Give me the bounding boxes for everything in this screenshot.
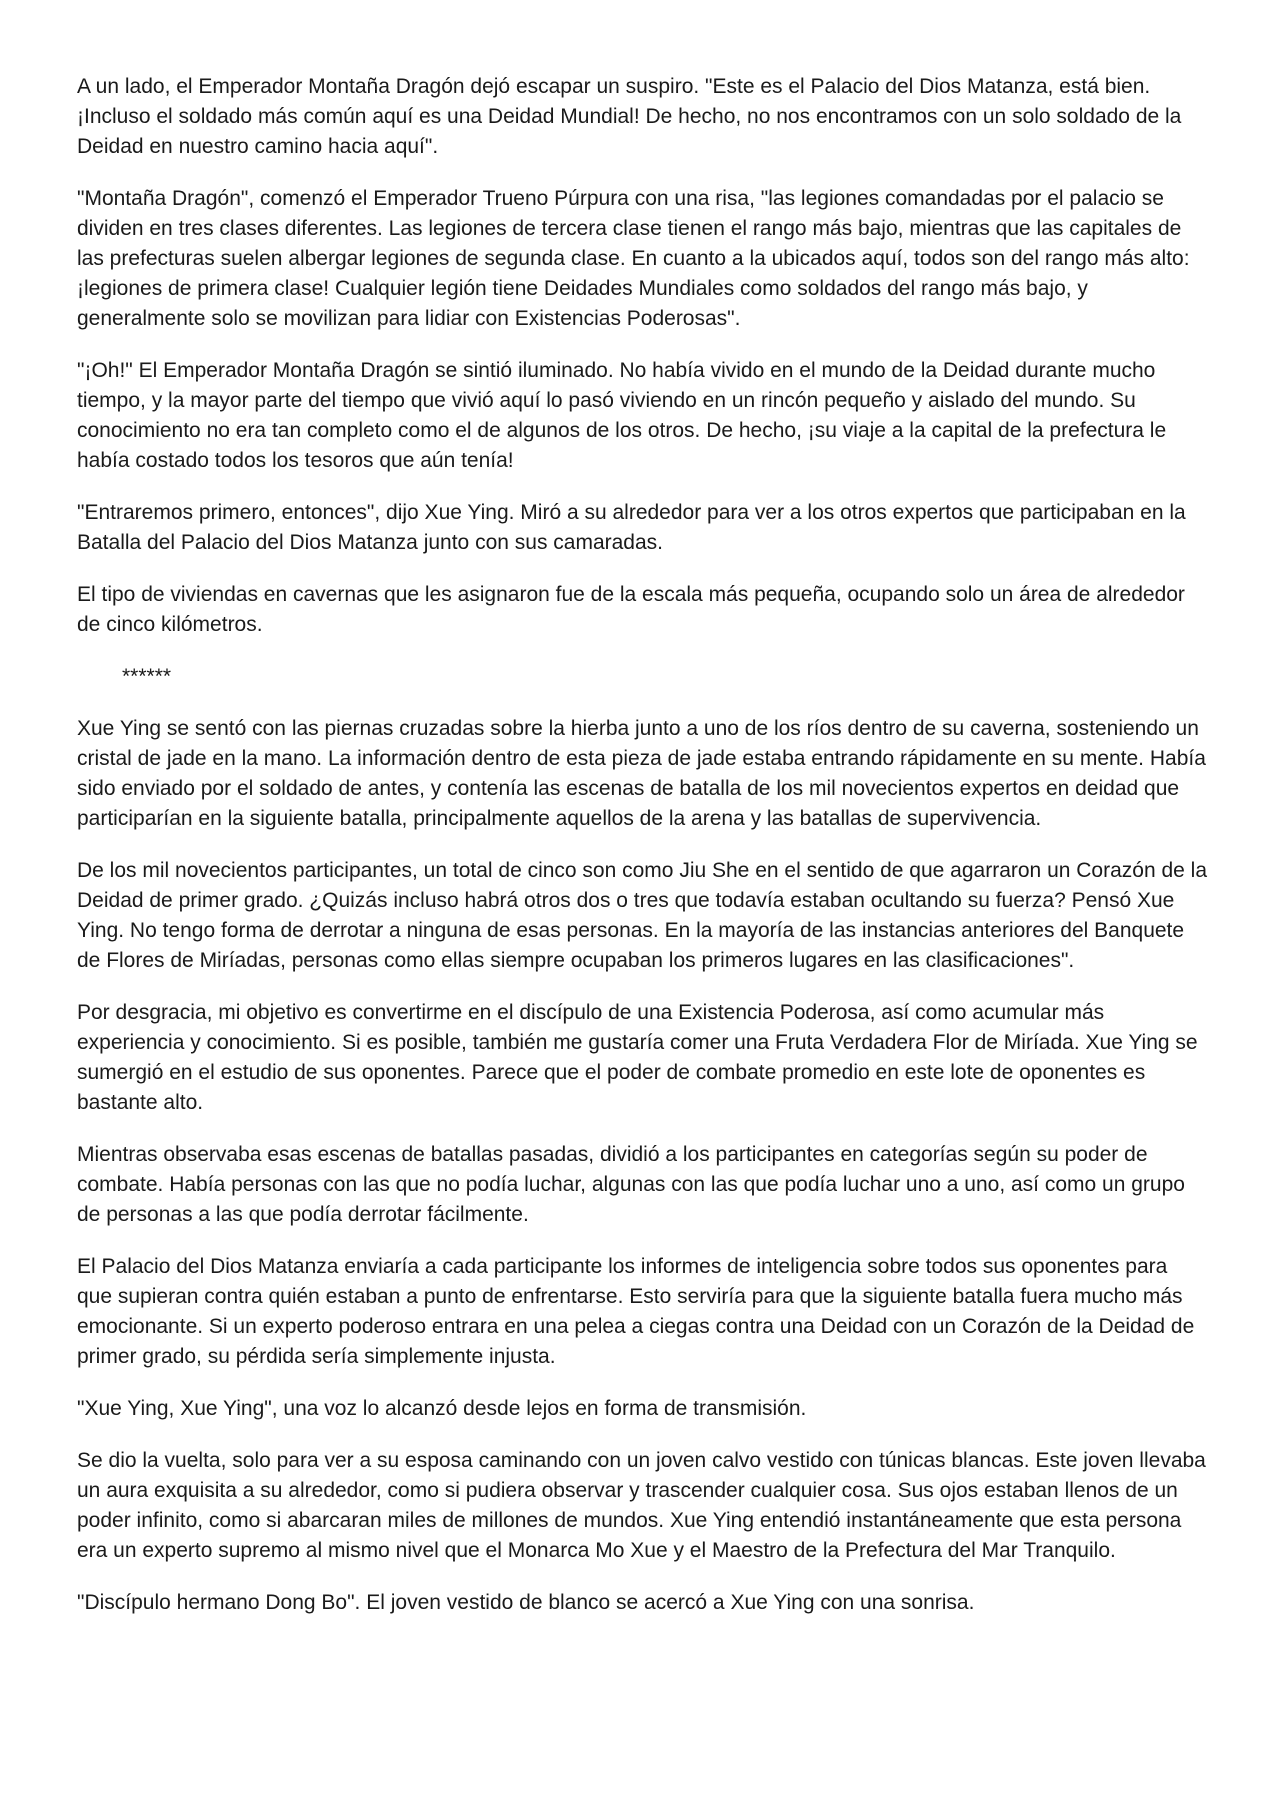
paragraph: El Palacio del Dios Matanza enviaría a cada participante los informes de inteligencia sobre todos sus oponentes para que supieran contra quién estaban a punto de enfrentarse. Esto serviría para que la siguiente batalla fuera mucho más emocionante. Si un experto poderoso entrara en una pelea a ciegas contra una Deidad con un Corazón de la Deidad de primer grado, su pérdida sería simplemente injusta. — [77, 1255, 1195, 1368]
paragraph: El tipo de viviendas en cavernas que les asignaron fue de la escala más pequeña, ocupando solo un área de alrededor de cinco kilómetros. — [77, 583, 1185, 636]
paragraph: Mientras observaba esas escenas de batallas pasadas, dividió a los participantes en categorías según su poder de combate. Había personas con las que no podía luchar, algunas con las que podía luchar uno a uno, así como un grupo de personas a las que podía derrotar fácilmente. — [77, 1143, 1185, 1226]
document-body — [77, 72, 1207, 1640]
section-separator: ****** — [122, 665, 172, 688]
paragraph: "Montaña Dragón", comenzó el Emperador Trueno Púrpura con una risa, "las legiones comandadas por el palacio se dividen en tres clases diferentes. Las legiones de tercera clase tienen el rango más bajo, mientras que las capitales de las prefecturas suelen albergar legiones de segunda clase. En cuanto a la ubicados aquí, todos son del rango más alto: ¡legiones de primera clase! Cualquier legión tiene Deidades Mundiales como soldados del rango más bajo, y generalmente solo se movilizan para lidiar con Existencias Poderosas". — [77, 187, 1190, 330]
paragraph: "Discípulo hermano Dong Bo". El joven vestido de blanco se acercó a Xue Ying con una sonrisa. — [77, 1591, 975, 1614]
paragraph: "Xue Ying, Xue Ying", una voz lo alcanzó desde lejos en forma de transmisión. — [77, 1397, 807, 1420]
paragraph: De los mil novecientos participantes, un total de cinco son como Jiu She en el sentido de que agarraron un Corazón de la Deidad de primer grado. ¿Quizás incluso habrá otros dos o tres que todavía estaban ocultando su fuerza? Pensó Xue Ying. No tengo forma de derrotar a ninguna de esas personas. En la mayoría de las instancias anteriores del Banquete de Flores de Miríadas, personas como ellas siempre ocupaban los primeros lugares en las clasificaciones". — [77, 859, 1208, 972]
paragraph: "Entraremos primero, entonces", dijo Xue Ying. Miró a su alrededor para ver a los otros expertos que participaban en la Batalla del Palacio del Dios Matanza junto con sus camaradas. — [77, 501, 1186, 554]
paragraph: Se dio la vuelta, solo para ver a su esposa caminando con un joven calvo vestido con túnicas blancas. Este joven llevaba un aura exquisita a su alrededor, como si pudiera observar y trascender cualquier cosa. Sus ojos estaban llenos de un poder infinito, como si abarcaran miles de millones de mundos. Xue Ying entendió instantáneamente que esta persona era un experto supremo al mismo nivel que el Monarca Mo Xue y el Maestro de la Prefectura del Mar Tranquilo. — [77, 1449, 1206, 1562]
paragraph: Por desgracia, mi objetivo es convertirme en el discípulo de una Existencia Poderosa, así como acumular más experiencia y conocimiento. Si es posible, también me gustaría comer una Fruta Verdadera Flor de Miríada. Xue Ying se sumergió en el estudio de sus oponentes. Parece que el poder de combate promedio en este lote de oponentes es bastante alto. — [77, 1001, 1198, 1114]
paragraph: Xue Ying se sentó con las piernas cruzadas sobre la hierba junto a uno de los ríos dentro de su caverna, sosteniendo un cristal de jade en la mano. La información dentro de esta pieza de jade estaba entrando rápidamente en su mente. Había sido enviado por el soldado de antes, y contenía las escenas de batalla de los mil novecientos expertos en deidad que participarían en la siguiente batalla, principalmente aquellos de la arena y las batallas de supervivencia. — [77, 717, 1206, 830]
paragraph: A un lado, el Emperador Montaña Dragón dejó escapar un suspiro. "Este es el Palacio del Dios Matanza, está bien. ¡Incluso el soldado más común aquí es una Deidad Mundial! De hecho, no nos encontramos con un solo soldado de la Deidad en nuestro camino hacia aquí". — [77, 75, 1182, 158]
paragraph: "¡Oh!" El Emperador Montaña Dragón se sintió iluminado. No había vivido en el mundo de la Deidad durante mucho tiempo, y la mayor parte del tiempo que vivió aquí lo pasó viviendo en un rincón pequeño y aislado del mundo. Su conocimiento no era tan completo como el de algunos de los otros. De hecho, ¡su viaje a la capital de la prefectura le había costado todos los tesoros que aún tenía! — [77, 359, 1167, 472]
